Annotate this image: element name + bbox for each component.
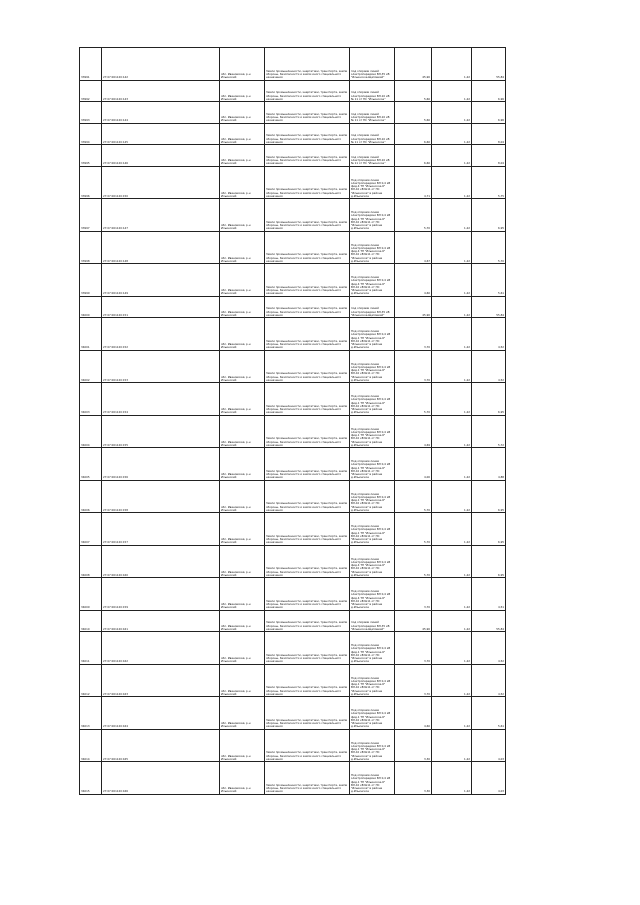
cadastral-number-cell: 27:07:001120:151 [102, 296, 220, 318]
address-cell: обл. Ивановская, р-н Ильинский [220, 350, 265, 383]
table-row [80, 80, 506, 102]
table-row [80, 199, 506, 232]
cadastral-number-cell: 27:07:001120:148 [102, 231, 220, 264]
cadastral-number-cell: 27:07:001120:155 [102, 415, 220, 448]
table-row [80, 513, 506, 546]
land-category-cell: Земли промышленности, энергетики, транспорта, земли обороны, безопасности и земли иного специального назначения [265, 762, 350, 795]
value-cell: 55,84 [472, 610, 506, 632]
area-cell: 5,70 [395, 480, 432, 513]
permitted-use-cell: Под опорами линии электропередачи ВЛ 0,4 кВ фид.1 ТП "Ильинское-6" ВЛ-10 кВ №11 от ПС "Ильинское" в районе д.Ильинское [350, 513, 395, 546]
table-row [80, 545, 506, 578]
area-cell: 3,30 [395, 762, 432, 795]
coefficient-cell: 1,22 [432, 610, 472, 632]
table-row [80, 610, 506, 632]
permitted-use-cell: Под опорами линии электропередачи ВЛ 0,4 кВ фид.1 ТП "Ильинское-6" ВЛ-10 кВ №11 от ПС "Ильинское" в районе д.Ильинское [350, 729, 395, 762]
address-cell: обл. Ивановская, р-н Ильинский [220, 415, 265, 448]
area-cell: 4,60 [395, 697, 432, 730]
address-cell: обл. Ивановская, р-н Ильинский [220, 264, 265, 297]
value-cell: 5,75 [472, 166, 506, 199]
row-number-cell: 34010 [80, 610, 102, 632]
table-row [80, 48, 506, 81]
value-cell: 55,84 [472, 296, 506, 318]
land-category-cell: Земли промышленности, энергетики, транспорта, земли обороны, безопасности и земли иного специального назначения [265, 513, 350, 546]
cadastral-number-cell: 27:07:001120:145 [102, 123, 220, 145]
value-cell: 6,95 [472, 383, 506, 416]
coefficient-cell: 1,22 [432, 231, 472, 264]
land-category-cell: Земли промышленности, энергетики, транспорта, земли обороны, безопасности и земли иного специального назначения [265, 123, 350, 145]
address-cell: обл. Ивановская, р-н Ильинский [220, 383, 265, 416]
coefficient-cell: 1,22 [432, 664, 472, 697]
land-category-cell: Земли промышленности, энергетики, транспорта, земли обороны, безопасности и земли иного специального назначения [265, 415, 350, 448]
coefficient-cell: 1,22 [432, 48, 472, 81]
land-category-cell: Земли промышленности, энергетики, транспорта, земли обороны, безопасности и земли иного специального назначения [265, 448, 350, 481]
value-cell: 5,61 [472, 697, 506, 730]
value-cell: 4,51 [472, 578, 506, 611]
row-number-cell: 33996 [80, 166, 102, 199]
land-category-cell: Земли промышленности, энергетики, транспорта, земли обороны, безопасности и земли иного специального назначения [265, 729, 350, 762]
value-cell: 4,52 [472, 350, 506, 383]
address-cell: обл. Ивановская, р-н Ильинский [220, 102, 265, 124]
permitted-use-cell: Под опорами линии электропередачи ВЛ 0,4 кВ фид.1 ТП "Ильинское-6" ВЛ-10 кВ №11 от ПС "Ильинское" в районе д.Ильинское [350, 318, 395, 351]
coefficient-cell: 1,22 [432, 762, 472, 795]
coefficient-cell: 1,22 [432, 350, 472, 383]
land-category-cell: Земли промышленности, энергетики, транспорта, земли обороны, безопасности и земли иного специального назначения [265, 231, 350, 264]
row-number-cell: 33995 [80, 145, 102, 167]
row-number-cell: 33991 [80, 48, 102, 81]
cadastral-number-cell: 27:07:001120:147 [102, 199, 220, 232]
row-number-cell: 33998 [80, 231, 102, 264]
table-body [80, 48, 506, 795]
permitted-use-cell: Под опорами линии электропередачи ВЛ 0,4 кВ фид.1 ТП "Ильинское-6" ВЛ-10 кВ №11 от ПС "Ильинское" в районе д.Ильинское [350, 664, 395, 697]
coefficient-cell: 1,22 [432, 729, 472, 762]
address-cell: обл. Ивановская, р-н Ильинский [220, 632, 265, 665]
table-row [80, 166, 506, 199]
row-number-cell: 34005 [80, 448, 102, 481]
land-category-cell: Земли промышленности, энергетики, транспорта, земли обороны, безопасности и земли иного специального назначения [265, 664, 350, 697]
row-number-cell: 33994 [80, 123, 102, 145]
permitted-use-cell: Под опорами линии электропередачи ВЛ 0,4 кВ фид.1 ТП "Ильинское-6" ВЛ-10 кВ №11 от ПС "Ильинское" в районе д.Ильинское [350, 632, 395, 665]
address-cell: обл. Ивановская, р-н Ильинский [220, 448, 265, 481]
cadastral-number-cell: 27:07:001120:153 [102, 350, 220, 383]
row-number-cell: 34014 [80, 729, 102, 762]
permitted-use-cell: Под опорами линии электропередачи ВЛ 0,4 кВ фид.4 ТП "Ильинское-6" ВЛ-10 кВ №11 от ПС "Ильинское" в районе д.Ильинское [350, 199, 395, 232]
coefficient-cell: 1,22 [432, 199, 472, 232]
cadastral-number-cell: 27:07:001120:146 [102, 145, 220, 167]
area-cell: 45,90 [395, 48, 432, 81]
row-number-cell: 34001 [80, 318, 102, 351]
area-cell: 3,70 [395, 664, 432, 697]
coefficient-cell: 1,22 [432, 145, 472, 167]
address-cell: обл. Ивановская, р-н Ильинский [220, 664, 265, 697]
coefficient-cell: 1,22 [432, 545, 472, 578]
area-cell: 6,60 [395, 145, 432, 167]
address-cell: обл. Ивановская, р-н Ильинский [220, 166, 265, 199]
land-category-cell: Земли промышленности, энергетики, транспорта, земли обороны, безопасности и земли иного специального назначения [265, 264, 350, 297]
coefficient-cell: 1,22 [432, 166, 472, 199]
area-cell: 3,70 [395, 578, 432, 611]
permitted-use-cell: Под опорами линии электропередачи ВЛ 0,4 кВ фид.1 ТП "Ильинское-6" ВЛ-10 кВ №11 от ПС "Ильинское" в районе д.Ильинское [350, 762, 395, 795]
value-cell: 4,03 [472, 729, 506, 762]
area-cell: 5,70 [395, 513, 432, 546]
value-cell: 6,96 [472, 102, 506, 124]
land-category-cell: Земли промышленности, энергетики, транспорта, земли обороны, безопасности и земли иного специального назначения [265, 102, 350, 124]
table-row [80, 697, 506, 730]
land-category-cell: Земли промышленности, энергетики, транспорта, земли обороны, безопасности и земли иного специального назначения [265, 199, 350, 232]
cadastral-number-cell: 27:07:001120:164 [102, 697, 220, 730]
permitted-use-cell: Под опорами линии электропередачи ВЛ 0,4 кВ фид.4 ТП "Ильинское-6" ВЛ-10 кВ №11 от ПС "Ильинское" в районе д.Ильинское [350, 264, 395, 297]
address-cell: обл. Ивановская, р-н Ильинский [220, 480, 265, 513]
cadastral-number-cell: 27:07:001120:158 [102, 480, 220, 513]
coefficient-cell: 1,22 [432, 123, 472, 145]
land-plots-table [79, 47, 506, 795]
value-cell: 4,88 [472, 448, 506, 481]
table-row [80, 350, 506, 383]
table-row [80, 448, 506, 481]
table-row [80, 415, 506, 448]
land-category-cell: Земли промышленности, энергетики, транспорта, земли обороны, безопасности и земли иного специального назначения [265, 80, 350, 102]
value-cell: 8,04 [472, 145, 506, 167]
land-category-cell: Земли промышленности, энергетики, транспорта, земли обороны, безопасности и земли иного специального назначения [265, 145, 350, 167]
permitted-use-cell: Под опорами линии электропередачи ВЛ 0,4 кВ фид.4 ТП "Ильинское-6" ВЛ-10 кВ №11 от ПС "Ильинское" в районе д.Ильинское [350, 545, 395, 578]
address-cell: обл. Ивановская, р-н Ильинский [220, 762, 265, 795]
land-category-cell: Земли промышленности, энергетики, транспорта, земли обороны, безопасности и земли иного специального назначения [265, 48, 350, 81]
value-cell: 5,70 [472, 231, 506, 264]
area-cell: 45,90 [395, 610, 432, 632]
coefficient-cell: 1,22 [432, 296, 472, 318]
row-number-cell: 34015 [80, 762, 102, 795]
table-row [80, 632, 506, 665]
permitted-use-cell: Под опорами линии электропередачи ВЛ 0,4 кВ фид.1 ТП "Ильинское-6" ВЛ-10 кВ №11 от ПС "Ильинское" в районе д.Ильинское [350, 697, 395, 730]
permitted-use-cell: под опорами линий электропередачи ВЛ-10 кВ № 11 от ПС "Ильинское" [350, 80, 395, 102]
area-cell: 4,69 [395, 415, 432, 448]
coefficient-cell: 1,22 [432, 480, 472, 513]
row-number-cell: 33993 [80, 102, 102, 124]
coefficient-cell: 1,22 [432, 578, 472, 611]
address-cell: обл. Ивановская, р-н Ильинский [220, 231, 265, 264]
table-row [80, 729, 506, 762]
row-number-cell: 34007 [80, 513, 102, 546]
coefficient-cell: 1,22 [432, 383, 472, 416]
document-page [79, 47, 506, 795]
cadastral-number-cell: 27:07:001120:165 [102, 729, 220, 762]
permitted-use-cell: под опорами линий электропередачи ВЛ-10 кВ № 11 от ПС "Ильинское" [350, 145, 395, 167]
address-cell: обл. Ивановская, р-н Ильинский [220, 697, 265, 730]
table-row [80, 102, 506, 124]
table-row [80, 383, 506, 416]
value-cell: 4,52 [472, 632, 506, 665]
value-cell: 4,03 [472, 762, 506, 795]
value-cell: 6,95 [472, 545, 506, 578]
area-cell: 4,67 [395, 231, 432, 264]
table-row [80, 664, 506, 697]
area-cell: 3,30 [395, 729, 432, 762]
row-number-cell: 34008 [80, 545, 102, 578]
row-number-cell: 33992 [80, 80, 102, 102]
area-cell: 5,70 [395, 199, 432, 232]
coefficient-cell: 1,22 [432, 264, 472, 297]
table-row [80, 231, 506, 264]
permitted-use-cell: под опорами линий электропередачи ВЛ-35 кВ "Ильинское-Щаповкий" [350, 610, 395, 632]
permitted-use-cell: Под опорами линии электропередачи ВЛ 0,4 кВ фид.1 ТП "Ильинское-6" ВЛ-10 кВ №11 от ПС "Ильинское" в районе д.Ильинское [350, 480, 395, 513]
area-cell: 6,60 [395, 123, 432, 145]
cadastral-number-cell: 27:07:001120:157 [102, 513, 220, 546]
permitted-use-cell: Под опорами линии электропередачи ВЛ 0,4 кВ фид.1 ТП "Ильинское-6" ВЛ-10 кВ №11 от ПС "Ильинское" в районе д.Ильинское [350, 415, 395, 448]
permitted-use-cell: под опорами линий электропередачи ВЛ-35 кВ "Ильинское-Щаповкий" [350, 296, 395, 318]
cadastral-number-cell: 27:07:001120:154 [102, 383, 220, 416]
row-number-cell: 34013 [80, 697, 102, 730]
coefficient-cell: 1,22 [432, 448, 472, 481]
address-cell: обл. Ивановская, р-н Ильинский [220, 318, 265, 351]
table-row [80, 296, 506, 318]
permitted-use-cell: Под опорами линии электропередачи ВЛ 0,4 кВ фид.4 ТП "Ильинское-6" ВЛ-10 кВ №11 от ПС "Ильинское" в районе д.Ильинское [350, 231, 395, 264]
address-cell: обл. Ивановская, р-н Ильинский [220, 578, 265, 611]
area-cell: 5,60 [395, 80, 432, 102]
cadastral-number-cell: 27:07:001120:162 [102, 632, 220, 665]
row-number-cell: 34011 [80, 632, 102, 665]
land-category-cell: Земли промышленности, энергетики, транспорта, земли обороны, безопасности и земли иного специального назначения [265, 578, 350, 611]
coefficient-cell: 1,22 [432, 415, 472, 448]
cadastral-number-cell: 27:07:001120:144 [102, 102, 220, 124]
coefficient-cell: 1,22 [432, 513, 472, 546]
permitted-use-cell: Под опорами линии электропередачи ВЛ 0,4 кВ фид.1 ТП "Ильинское-6" ВЛ-10 кВ №11 от ПС "Ильинское" в районе д.Ильинское [350, 350, 395, 383]
cadastral-number-cell: 27:07:001120:152 [102, 318, 220, 351]
coefficient-cell: 1,22 [432, 318, 472, 351]
permitted-use-cell: Под опорами линии электропередачи ВЛ 0,4 кВ фид.4 ТП "Ильинское-6" ВЛ-10 кВ №11 от ПС "Ильинское" в районе д.Ильинское [350, 578, 395, 611]
permitted-use-cell: под опорами линий электропередачи ВЛ-10 кВ № 11 от ПС "Ильинское" [350, 123, 395, 145]
row-number-cell: 34012 [80, 664, 102, 697]
area-cell: 5,70 [395, 383, 432, 416]
table-row [80, 762, 506, 795]
cadastral-number-cell: 27:07:001120:142 [102, 48, 220, 81]
cadastral-number-cell: 27:07:001120:160 [102, 545, 220, 578]
table-row [80, 123, 506, 145]
table-row [80, 480, 506, 513]
coefficient-cell: 1,22 [432, 102, 472, 124]
address-cell: обл. Ивановская, р-н Ильинский [220, 610, 265, 632]
coefficient-cell: 1,22 [432, 632, 472, 665]
area-cell: 45,90 [395, 296, 432, 318]
row-number-cell: 34002 [80, 350, 102, 383]
address-cell: обл. Ивановская, р-н Ильинский [220, 296, 265, 318]
permitted-use-cell: под опорами линий электропередачи ВЛ-35 кВ "Ильинское-Щаповкий" [350, 48, 395, 81]
address-cell: обл. Ивановская, р-н Ильинский [220, 199, 265, 232]
area-cell: 4,00 [395, 448, 432, 481]
value-cell: 6,95 [472, 513, 506, 546]
land-category-cell: Земли промышленности, энергетики, транспорта, земли обороны, безопасности и земли иного специального назначения [265, 383, 350, 416]
value-cell: 4,52 [472, 664, 506, 697]
cadastral-number-cell: 27:07:001120:159 [102, 578, 220, 611]
value-cell: 6,95 [472, 480, 506, 513]
land-category-cell: Земли промышленности, энергетики, транспорта, земли обороны, безопасности и земли иного специального назначения [265, 166, 350, 199]
area-cell: 5,70 [395, 545, 432, 578]
area-cell: 4,60 [395, 264, 432, 297]
cadastral-number-cell: 27:07:001120:163 [102, 664, 220, 697]
row-number-cell: 34009 [80, 578, 102, 611]
cadastral-number-cell: 27:07:001120:166 [102, 762, 220, 795]
row-number-cell: 34003 [80, 383, 102, 416]
value-cell: 6,96 [472, 80, 506, 102]
permitted-use-cell: Под опорами линии электропередачи ВЛ 0,4 кВ фид.1 ТП "Ильинское-6" ВЛ-10 кВ №11 от ПС "Ильинское" в районе д.Ильинское [350, 383, 395, 416]
address-cell: обл. Ивановская, р-н Ильинский [220, 145, 265, 167]
land-category-cell: Земли промышленности, энергетики, транспорта, земли обороны, безопасности и земли иного специального назначения [265, 480, 350, 513]
value-cell: 55,84 [472, 48, 506, 81]
address-cell: обл. Ивановская, р-н Ильинский [220, 48, 265, 81]
table-row [80, 264, 506, 297]
land-category-cell: Земли промышленности, энергетики, транспорта, земли обороны, безопасности и земли иного специального назначения [265, 632, 350, 665]
address-cell: обл. Ивановская, р-н Ильинский [220, 513, 265, 546]
coefficient-cell: 1,22 [432, 80, 472, 102]
address-cell: обл. Ивановская, р-н Ильинский [220, 80, 265, 102]
coefficient-cell: 1,22 [432, 697, 472, 730]
value-cell: 6,95 [472, 199, 506, 232]
land-category-cell: Земли промышленности, энергетики, транспорта, земли обороны, безопасности и земли иного специального назначения [265, 350, 350, 383]
permitted-use-cell: Под опорами линии электропередачи ВЛ 0,4 кВ фид.1 ТП "Ильинское-6" ВЛ-10 кВ №11 от ПС "Ильинское" в районе д.Ильинское [350, 448, 395, 481]
table-row [80, 578, 506, 611]
value-cell: 5,72 [472, 415, 506, 448]
address-cell: обл. Ивановская, р-н Ильинский [220, 729, 265, 762]
cadastral-number-cell: 27:07:001120:161 [102, 610, 220, 632]
land-category-cell: Земли промышленности, энергетики, транспорта, земли обороны, безопасности и земли иного специального назначения [265, 318, 350, 351]
value-cell: 5,61 [472, 264, 506, 297]
row-number-cell: 34004 [80, 415, 102, 448]
value-cell: 8,04 [472, 123, 506, 145]
area-cell: 3,70 [395, 632, 432, 665]
cadastral-number-cell: 27:07:001120:143 [102, 80, 220, 102]
area-cell: 3,70 [395, 350, 432, 383]
land-category-cell: Земли промышленности, энергетики, транспорта, земли обороны, безопасности и земли иного специального назначения [265, 610, 350, 632]
cadastral-number-cell: 27:07:001120:149 [102, 264, 220, 297]
land-category-cell: Земли промышленности, энергетики, транспорта, земли обороны, безопасности и земли иного специального назначения [265, 545, 350, 578]
cadastral-number-cell: 27:07:001120:150 [102, 166, 220, 199]
value-cell: 4,52 [472, 318, 506, 351]
row-number-cell: 34006 [80, 480, 102, 513]
land-category-cell: Земли промышленности, энергетики, транспорта, земли обороны, безопасности и земли иного специального назначения [265, 697, 350, 730]
area-cell: 4,71 [395, 166, 432, 199]
table-row [80, 318, 506, 351]
row-number-cell: 34000 [80, 296, 102, 318]
land-category-cell: Земли промышленности, энергетики, транспорта, земли обороны, безопасности и земли иного специального назначения [265, 296, 350, 318]
table-row [80, 145, 506, 167]
permitted-use-cell: под опорами линий электропередачи ВЛ-10 кВ № 11 от ПС "Ильинское" [350, 102, 395, 124]
row-number-cell: 33999 [80, 264, 102, 297]
address-cell: обл. Ивановская, р-н Ильинский [220, 545, 265, 578]
address-cell: обл. Ивановская, р-н Ильинский [220, 123, 265, 145]
area-cell: 3,70 [395, 318, 432, 351]
area-cell: 5,60 [395, 102, 432, 124]
row-number-cell: 33997 [80, 199, 102, 232]
cadastral-number-cell: 27:07:001120:156 [102, 448, 220, 481]
permitted-use-cell: Под опорами линии электропередачи ВЛ 0,4 кВ фид.4 ТП "Ильинское-6" ВЛ-10 кВ №11 от ПС "Ильинское" в районе д.Ильинское [350, 166, 395, 199]
